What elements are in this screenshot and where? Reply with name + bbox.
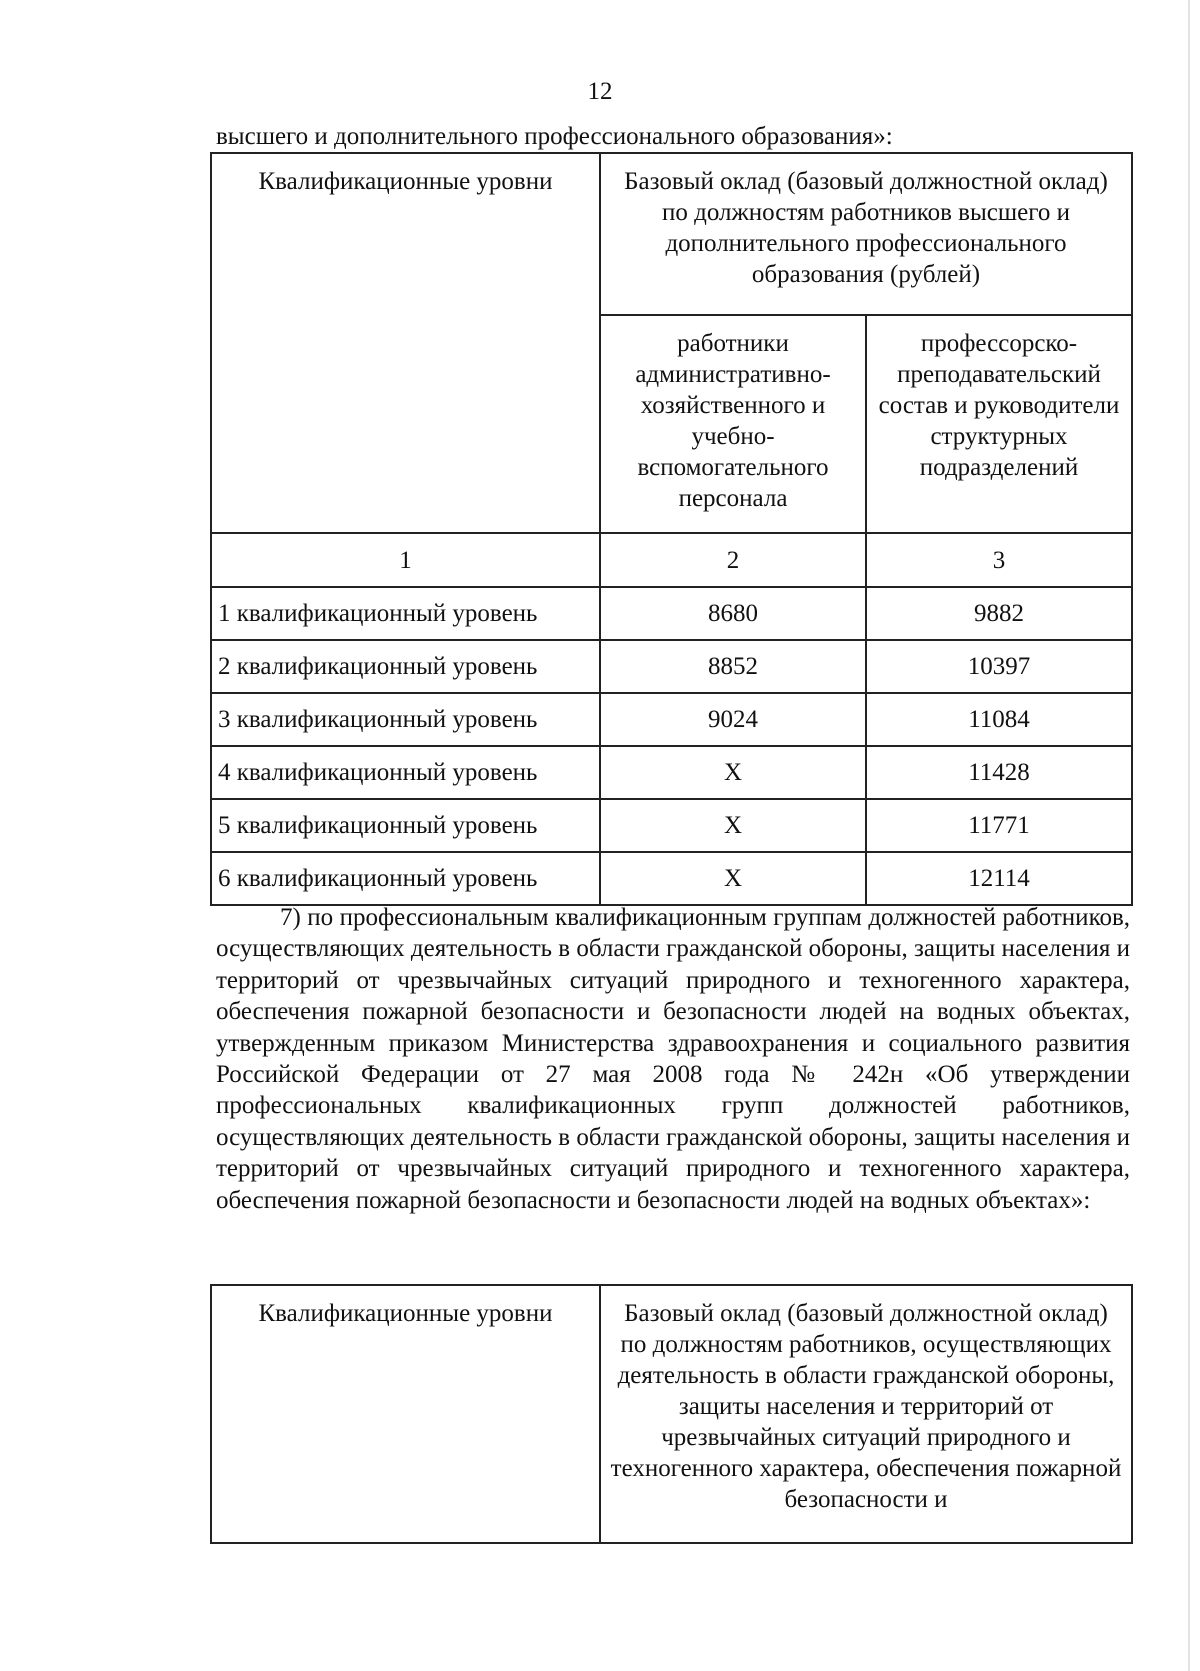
admin-salary-cell: Х — [600, 799, 866, 852]
level-cell: 6 квалификационный уровень — [211, 852, 600, 905]
level-cell: 4 квалификационный уровень — [211, 746, 600, 799]
table1-subheader-2-text: профессорско-преподавательский состав и руководители структурных подразделений — [878, 330, 1120, 481]
faculty-salary-cell: 12114 — [866, 852, 1132, 905]
faculty-salary-cell: 10397 — [866, 640, 1132, 693]
faculty-salary-cell: 11084 — [866, 693, 1132, 746]
level-cell: 2 квалификационный уровень — [211, 640, 600, 693]
admin-salary-cell: Х — [600, 852, 866, 905]
level-cell: 1 квалификационный уровень — [211, 587, 600, 640]
table1-main-header — [600, 153, 1132, 315]
table-row — [211, 852, 1132, 905]
table1-subheader-1 — [600, 315, 866, 533]
salary-table-civil-defense — [210, 1284, 1133, 1544]
admin-salary-cell: 8852 — [600, 640, 866, 693]
faculty-salary-cell: 9882 — [866, 587, 1132, 640]
level-cell: 5 квалификационный уровень — [211, 799, 600, 852]
table-row — [211, 640, 1132, 693]
table1-col-number-1: 1 — [211, 533, 600, 587]
table1-col-number-2: 2 — [600, 533, 866, 587]
paragraph-text: 7) по профессиональным квалификационным группам должностей работников, осуществляющих деятельность в области гражданской обороны, защиты населения и территорий от чрезвычайных ситуаций природного и техногенного характера, обеспечения пожарной безопасности и безопасности людей на водных объектах, утвержденным приказом Министерства здравоохранения и социального развития Российской Федерации от 27 мая 2008 года № 242н «Об утверждении профессиональных квалификационных групп должностей работников, осуществляющих деятельность в области гражданской обороны, защиты населения и территорий от чрезвычайных ситуаций природного и техногенного характера, обеспечения пожарной безопасности и безопасности людей на водных объектах»: — [216, 904, 1130, 1214]
scan-edge — [1188, 0, 1190, 1671]
faculty-salary-cell: 11771 — [866, 799, 1132, 852]
table-row — [211, 799, 1132, 852]
table1-col1-header: Квалификационные уровни — [211, 153, 600, 533]
table1-subheader-2 — [866, 315, 1132, 533]
admin-salary-cell: 8680 — [600, 587, 866, 640]
admin-salary-cell: 9024 — [600, 693, 866, 746]
table1-main-header-text: Базовый оклад (базовый должностной оклад) по должностям работников высшего и дополнительного профессионального образования (рублей) — [624, 168, 1108, 288]
paragraph-item-7 — [216, 902, 1130, 1216]
intro-line: высшего и дополнительного профессионального образования»: — [216, 123, 893, 150]
table1-subheader-1-text: работники административно-хозяйственного и учебно-вспомогательного персонала — [635, 330, 831, 512]
table2-main-header — [600, 1285, 1132, 1543]
table2-main-header-text: Базовый оклад (базовый должностной оклад) по должностям работников, осуществляющих деятельность в области гражданской обороны, защиты населения и территорий от чрезвычайных ситуаций природного и техногенного характера, обеспечения пожарной безопасности и — [610, 1300, 1122, 1513]
table1-col-number-3: 3 — [866, 533, 1132, 587]
faculty-salary-cell: 11428 — [866, 746, 1132, 799]
admin-salary-cell: Х — [600, 746, 866, 799]
table-row — [211, 746, 1132, 799]
level-cell: 3 квалификационный уровень — [211, 693, 600, 746]
table-row — [211, 587, 1132, 640]
table-row — [211, 693, 1132, 746]
salary-table-education — [210, 152, 1133, 906]
page-number: 12 — [587, 78, 613, 105]
table2-col1-header: Квалификационные уровни — [211, 1285, 600, 1543]
